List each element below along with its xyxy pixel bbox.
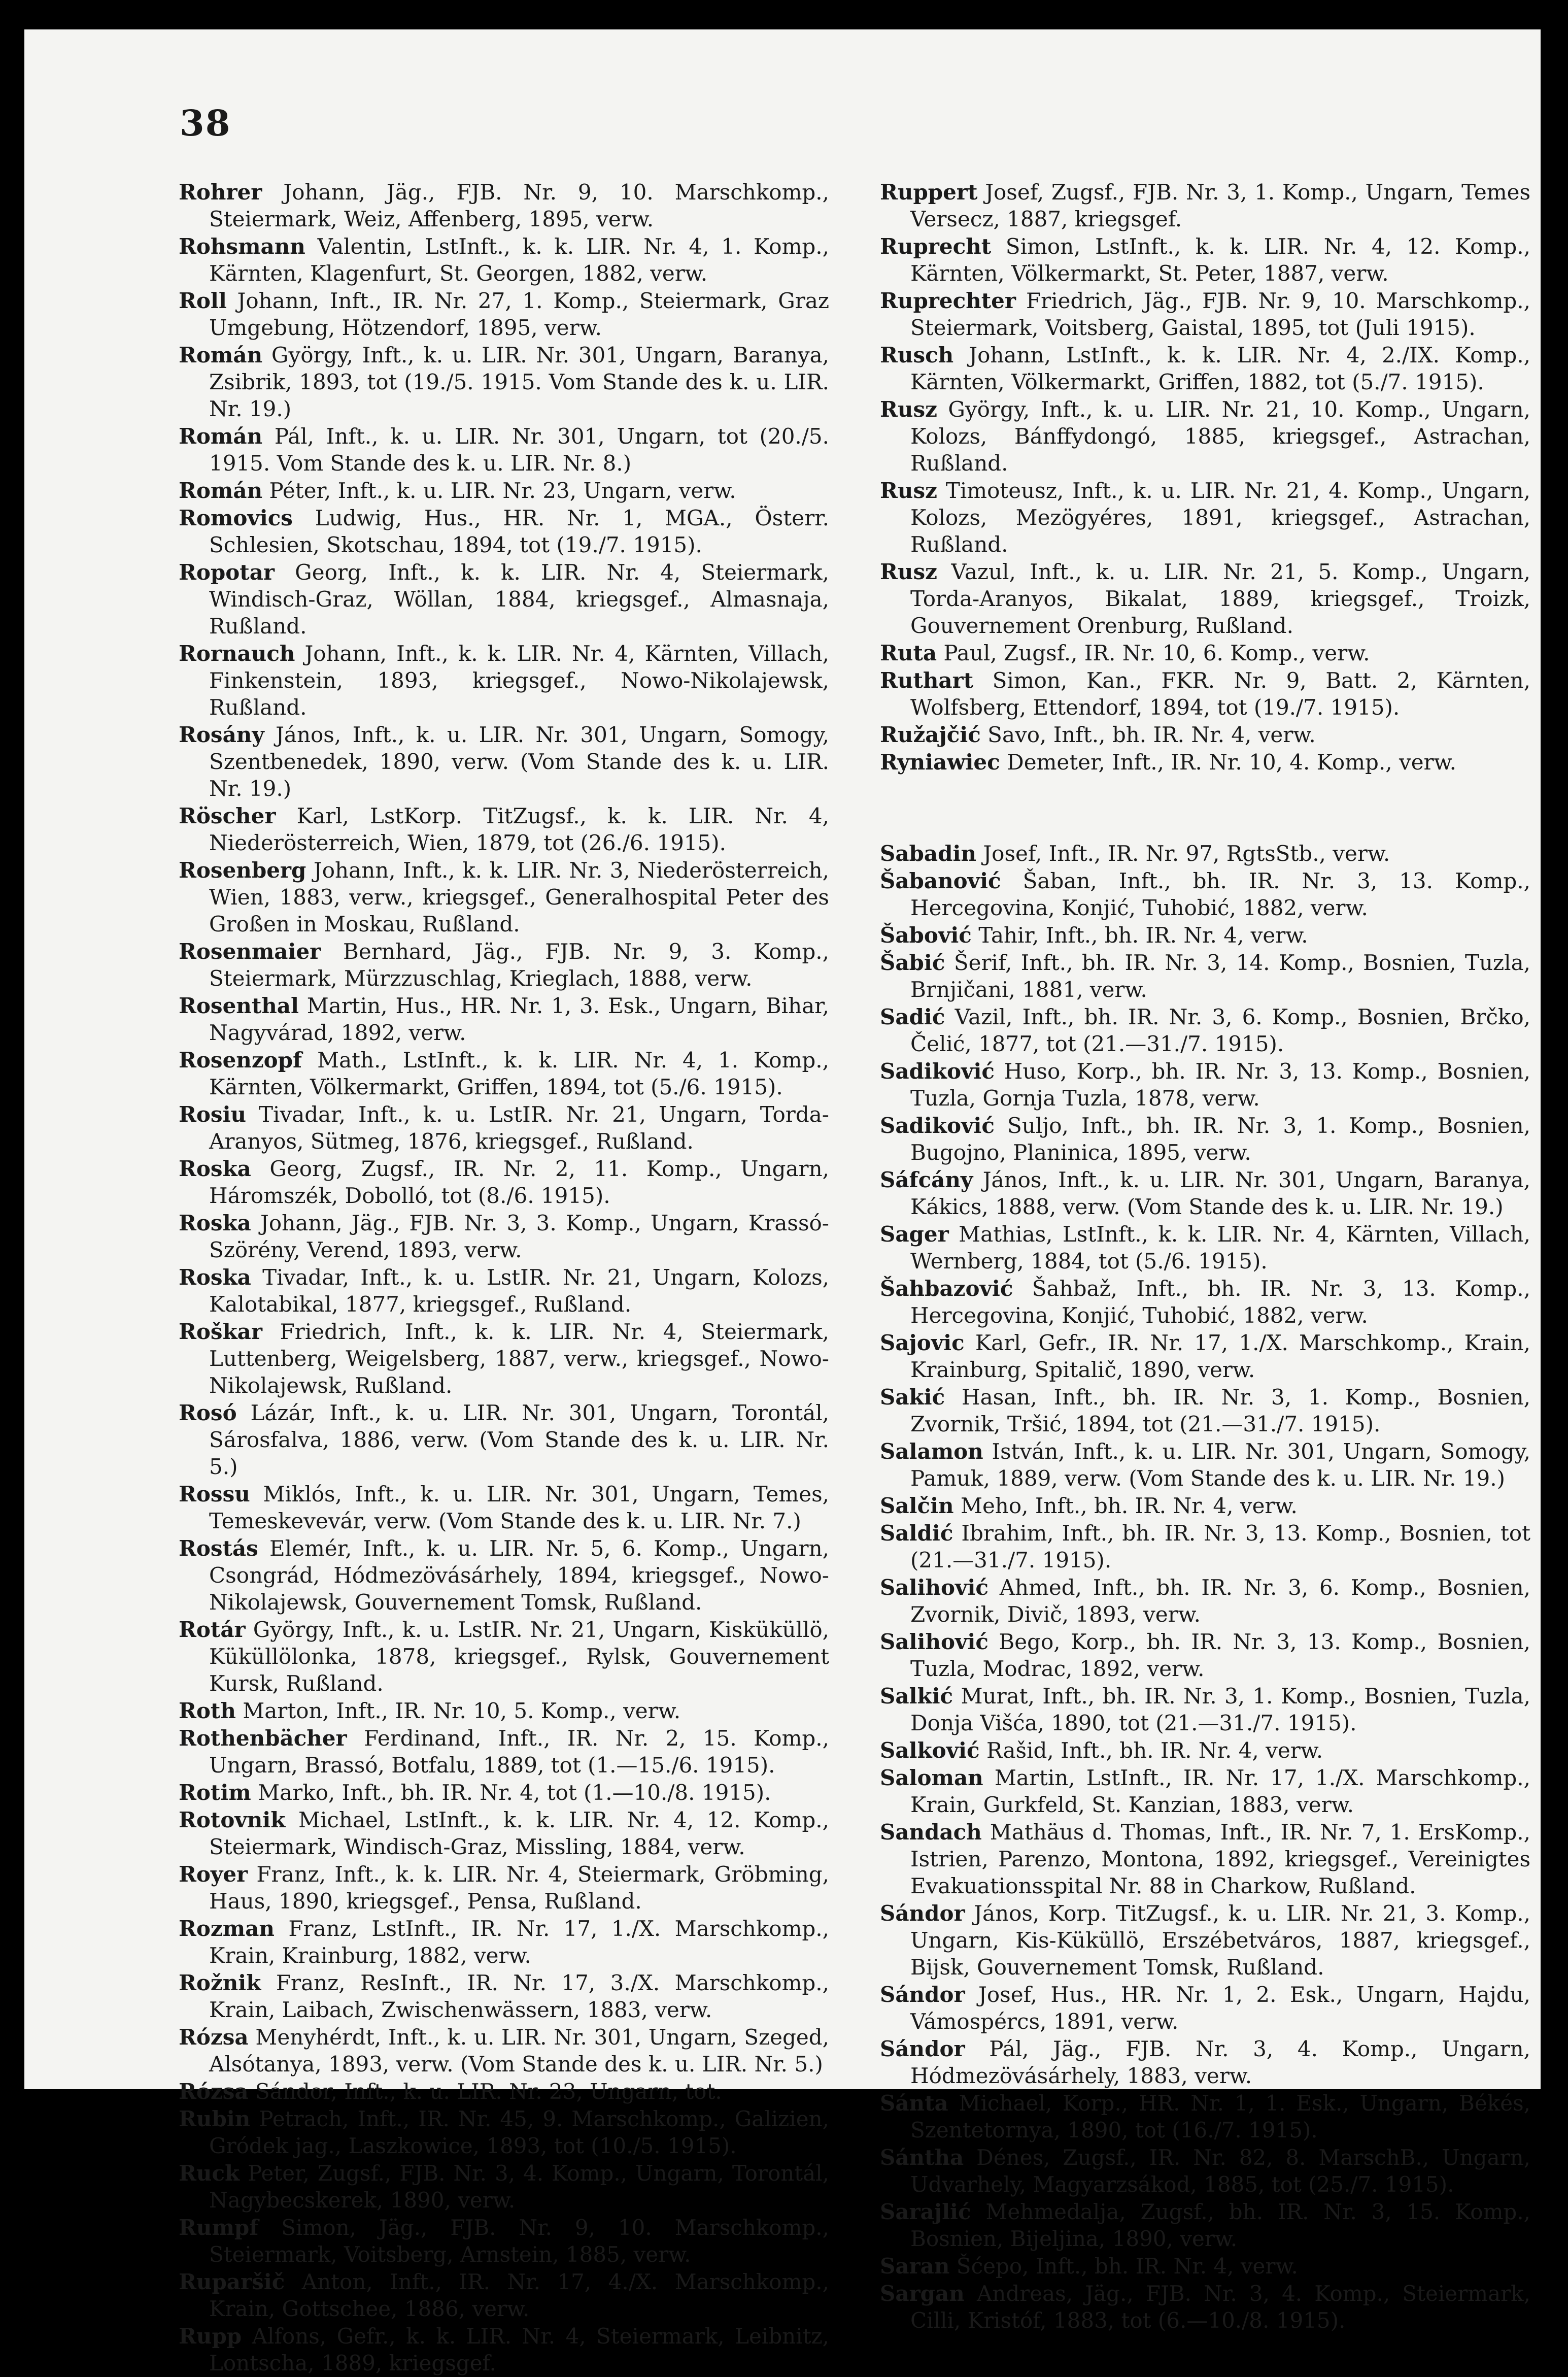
entry-details: Alfons, Gefr., k. k. LIR. Nr. 4, Steiermark, Leibnitz, Lontscha, 1889, kriegsgef. xyxy=(209,2324,829,2375)
entry-surname: Saloman xyxy=(880,1765,983,1790)
entry-details: Huso, Korp., bh. IR. Nr. 3, 13. Komp., Bosnien, Tuzla, Gornja Tuzla, 1878, verw. xyxy=(910,1059,1531,1111)
entry-details: Josef, Hus., HR. Nr. 1, 2. Esk., Ungarn, Hajdu, Vámospércs, 1891, verw. xyxy=(910,1982,1530,2034)
entry-surname: Sándor xyxy=(880,2036,965,2061)
entry-surname: Salković xyxy=(880,1738,980,1763)
entry-surname: Roll xyxy=(179,288,227,313)
entry-surname: Sakić xyxy=(880,1385,945,1410)
entry-details: Šerif, Inft., bh. IR. Nr. 3, 14. Komp., Bosnien, Tuzla, Brnjičani, 1881, verw. xyxy=(910,950,1530,1002)
entry-details: Lázár, Inft., k. u. LIR. Nr. 301, Ungarn, Torontál, Sárosfalva, 1886, verw. (Vom Stande des k. u. LIR. Nr. 5.) xyxy=(209,1400,829,1479)
entry-surname: Šabanović xyxy=(880,868,1001,893)
entry xyxy=(179,1318,829,1399)
entry-details: Bernhard, Jäg., FJB. Nr. 9, 3. Komp., Steiermark, Mürzzuschlag, Krieglach, 1888, verw. xyxy=(209,939,830,991)
entry-details: Johann, Inft., k. k. LIR. Nr. 3, Niederösterreich, Wien, 1883, verw., kriegsgef., Generalhospital Peter des Großen in Moskau, Rußland. xyxy=(209,858,829,936)
entry-surname: Rosenmaier xyxy=(179,939,321,964)
entry-surname: Sabadin xyxy=(880,841,976,866)
entry-details: Martin, Hus., HR. Nr. 1, 3. Esk., Ungarn, Bihar, Nagyvárad, 1892, verw. xyxy=(209,993,829,1045)
entry-details: Timoteusz, Inft., k. u. LIR. Nr. 21, 4. Komp., Ungarn, Kolozs, Mezögyéres, 1891, kriegsgef., Astrachan, Rußland. xyxy=(910,478,1530,557)
entry-surname: Rosenthal xyxy=(179,993,299,1018)
entry-surname: Rotovnik xyxy=(179,1807,286,1832)
entry-surname: Rusz xyxy=(880,478,937,503)
left-column xyxy=(179,179,829,2377)
entry-details: Šćepo, Inft., bh. IR. Nr. 4, verw. xyxy=(956,2254,1298,2279)
entry-surname: Roth xyxy=(179,1698,236,1723)
entry-details: Karl, Gefr., IR. Nr. 17, 1./X. Marschkomp., Krain, Krainburg, Spitalič, 1890, verw. xyxy=(910,1330,1530,1382)
entry-details: Demeter, Inft., IR. Nr. 10, 4. Komp., verw. xyxy=(1007,750,1456,775)
entry-surname: Ruck xyxy=(179,2161,240,2186)
entry-surname: Rotár xyxy=(179,1617,246,1642)
entry-surname: Rosenberg xyxy=(179,858,306,883)
entry xyxy=(179,721,829,802)
entry-details: Franz, Inft., k. k. LIR. Nr. 4, Steiermark, Gröbming, Haus, 1890, kriegsgef., Pensa, Rußland. xyxy=(209,1862,829,1914)
entry-surname: Rózsa xyxy=(179,2079,249,2104)
entry xyxy=(179,342,829,422)
entry-details: Petrach, Inft., IR. Nr. 45, 9. Marschkomp., Galizien, Gródek jag., Laszkowice, 1893, tot (10./5. 1915). xyxy=(209,2106,829,2158)
entry-details: Ibrahim, Inft., bh. IR. Nr. 3, 13. Komp., Bosnien, tot (21.—31./7. 1915). xyxy=(910,1521,1531,1572)
entry xyxy=(880,667,1530,721)
entry-details: Tivadar, Inft., k. u. LstIR. Nr. 21, Ungarn, Torda-Aranyos, Sütmeg, 1876, kriegsgef., Rußland. xyxy=(209,1102,829,1154)
entry xyxy=(179,1697,829,1724)
entry-details: Anton, Inft., IR. Nr. 17, 4./X. Marschkomp., Krain, Gottschee, 1886, verw. xyxy=(209,2269,829,2321)
entry-surname: Sadić xyxy=(880,1005,945,1029)
entry xyxy=(880,2253,1530,2280)
entry xyxy=(179,1861,829,1915)
entry-details: Friedrich, Inft., k. k. LIR. Nr. 4, Steiermark, Luttenberg, Weigelsberg, 1887, verw., kriegsgef., Nowo-Nikolajewsk, Rußland. xyxy=(209,1319,829,1398)
entry xyxy=(179,287,829,341)
entry xyxy=(880,558,1530,639)
entry-surname: Rothenbächer xyxy=(179,1726,347,1751)
entry-surname: Roškar xyxy=(179,1319,263,1344)
entry-details: Mehmedalja, Zugsf., bh. IR. Nr. 3, 15. Komp., Bosnien, Bijeljina, 1890, verw. xyxy=(910,2199,1531,2251)
entry-details: Johann, Jäg., FJB. Nr. 3, 3. Komp., Ungarn, Krassó-Szörény, Verend, 1893, verw. xyxy=(209,1211,829,1262)
entry-surname: Rumpf xyxy=(179,2215,259,2240)
entry-details: Vazul, Inft., k. u. LIR. Nr. 21, 5. Komp., Ungarn, Torda-Aranyos, Bikalat, 1889, kriegsgef., Troizk, Gouvernement Orenburg, Rußland. xyxy=(910,559,1531,638)
entry-details: Bego, Korp., bh. IR. Nr. 3, 13. Komp., Bosnien, Tuzla, Modrac, 1892, verw. xyxy=(910,1629,1530,1681)
entry-details: Friedrich, Jäg., FJB. Nr. 9, 10. Marschkomp., Steiermark, Voitsberg, Gaistal, 1895, tot (Juli 1915). xyxy=(910,288,1530,340)
entry xyxy=(880,1112,1530,1166)
entry-details: Michael, Korp., HR. Nr. 1, 1. Esk., Ungarn, Békés, Szentetornya, 1890, tot (16./7. 1915). xyxy=(910,2091,1530,2142)
entry xyxy=(880,867,1530,921)
entry xyxy=(880,1438,1530,1492)
entry xyxy=(880,1384,1530,1437)
entry-surname: Salkić xyxy=(880,1684,953,1709)
entry-details: Simon, Jäg., FJB. Nr. 9, 10. Marschkomp., Steiermark, Voitsberg, Arnstein, 1885, verw. xyxy=(209,2215,829,2267)
entry-surname: Rusch xyxy=(880,343,954,367)
entry-surname: Ruprechter xyxy=(880,288,1016,313)
entry-surname: Román xyxy=(179,478,263,503)
entry xyxy=(880,2090,1530,2144)
entry xyxy=(179,1481,829,1534)
entry-surname: Salihović xyxy=(880,1575,988,1600)
entry xyxy=(179,1047,829,1100)
entry-surname: Rosány xyxy=(179,722,264,747)
entry xyxy=(880,396,1530,477)
entry-surname: Román xyxy=(179,343,263,367)
entry-details: János, Korp. TitZugsf., k. u. LIR. Nr. 21, 3. Komp., Ungarn, Kis-Küküllö, Erszébetváros, 1887, kriegsgef., Bijsk, Gouvernement Tomsk, Rußland. xyxy=(910,1901,1530,1980)
entry-details: Johann, Inft., IR. Nr. 27, 1. Komp., Steiermark, Graz Umgebung, Hötzendorf, 1895, verw. xyxy=(209,288,829,340)
entry-details: Marton, Inft., IR. Nr. 10, 5. Komp., verw. xyxy=(243,1698,681,1723)
entry xyxy=(880,1492,1530,1519)
entry xyxy=(179,640,829,721)
page-number: 38 xyxy=(180,102,231,144)
entry-details: János, Inft., k. u. LIR. Nr. 301, Ungarn, Baranya, Kákics, 1888, verw. (Vom Stande des k. u. LIR. Nr. 19.) xyxy=(910,1167,1530,1219)
entry-surname: Sandach xyxy=(880,1820,982,1845)
entry-details: Michael, LstInft., k. k. LIR. Nr. 4, 12. Komp., Steiermark, Windisch-Graz, Missling, 1884, verw. xyxy=(209,1807,829,1859)
entry xyxy=(179,2323,829,2376)
entry-surname: Rohsmann xyxy=(179,234,305,259)
entry-details: Georg, Zugsf., IR. Nr. 2, 11. Komp., Ungarn, Háromszék, Dobolló, tot (8./6. 1915). xyxy=(209,1156,829,1208)
entry xyxy=(880,1819,1530,1899)
entry xyxy=(179,802,829,856)
entry-surname: Rossu xyxy=(179,1482,250,1506)
entry-surname: Sáfcány xyxy=(880,1167,973,1192)
entry xyxy=(880,922,1530,949)
entry-surname: Salčin xyxy=(880,1493,954,1518)
entry-surname: Sager xyxy=(880,1222,949,1247)
entry xyxy=(880,1520,1530,1573)
entry-surname: Salihović xyxy=(880,1629,988,1654)
entry xyxy=(179,423,829,477)
entry-surname: Röscher xyxy=(179,804,276,828)
entry-details: Franz, ResInft., IR. Nr. 17, 3./X. Marschkomp., Krain, Laibach, Zwischenwässern, 1883, verw. xyxy=(209,1970,829,2022)
entry xyxy=(179,505,829,558)
entry-details: Josef, Zugsf., FJB. Nr. 3, 1. Komp., Ungarn, Temes Versecz, 1887, kriegsgef. xyxy=(910,180,1530,231)
entry xyxy=(880,1003,1530,1057)
entry xyxy=(880,749,1530,776)
entry-details: Suljo, Inft., bh. IR. Nr. 3, 1. Komp., Bosnien, Bugojno, Planinica, 1895, verw. xyxy=(910,1113,1531,1165)
entry-details: Menyhérdt, Inft., k. u. LIR. Nr. 301, Ungarn, Szeged, Alsótanya, 1893, verw. (Vom Stande des k. u. LIR. Nr. 5.) xyxy=(209,2025,829,2077)
entry-surname: Ropotar xyxy=(179,560,275,585)
entry-surname: Ruprecht xyxy=(880,234,992,259)
entry-details: Math., LstInft., k. k. LIR. Nr. 4, 1. Komp., Kärnten, Völkermarkt, Griffen, 1894, tot (5./6. 1915). xyxy=(209,1048,829,1099)
section-gap xyxy=(880,776,1530,840)
entry-details: Simon, LstInft., k. k. LIR. Nr. 4, 12. Komp., Kärnten, Völkermarkt, St. Peter, 1887, verw. xyxy=(910,234,1530,286)
entry xyxy=(179,2024,829,2078)
entry xyxy=(179,477,829,504)
entry xyxy=(179,559,829,640)
entry-surname: Šabić xyxy=(880,950,945,975)
entry-surname: Sadiković xyxy=(880,1113,995,1138)
entry-details: Simon, Kan., FKR. Nr. 9, Batt. 2, Kärnten, Wolfsberg, Ettendorf, 1894, tot (19./7. 1915). xyxy=(910,668,1530,720)
entry-details: Vazil, Inft., bh. IR. Nr. 3, 6. Komp., Bosnien, Brčko, Čelić, 1877, tot (21.—31./7. 1915). xyxy=(910,1005,1531,1056)
entry-details: Sándor, Inft., k. u. LIR. Nr. 23, Ungarn, tot. xyxy=(255,2079,722,2104)
entry xyxy=(179,1806,829,1860)
entry xyxy=(880,2198,1530,2252)
entry xyxy=(179,1969,829,2023)
entry-details: György, Inft., k. u. LIR. Nr. 301, Ungarn, Baranya, Zsibrik, 1893, tot (19./5. 1915. Vom Stande des k. u. LIR. Nr. 19.) xyxy=(209,343,829,421)
entry-details: Andreas, Jäg., FJB. Nr. 3, 4. Komp., Steiermark, Cilli, Kristóf, 1883, tot (6.—10./8. 1915). xyxy=(910,2281,1530,2333)
entry-details: Paul, Zugsf., IR. Nr. 10, 6. Komp., verw. xyxy=(943,641,1370,665)
entry-surname: Sadiković xyxy=(880,1059,995,1084)
entry xyxy=(880,840,1530,867)
entry-surname: Ruthart xyxy=(880,668,974,693)
entry xyxy=(179,1155,829,1209)
entry-surname: Roska xyxy=(179,1156,251,1181)
entry xyxy=(179,1101,829,1155)
entry-details: Georg, Inft., k. k. LIR. Nr. 4, Steiermark, Windisch-Graz, Wöllan, 1884, kriegsgef., Almasnaja, Rußland. xyxy=(209,560,829,639)
entry xyxy=(880,342,1530,395)
entry xyxy=(179,2105,829,2159)
entry-surname: Rusz xyxy=(880,559,937,584)
entry-surname: Rozman xyxy=(179,1916,275,1941)
entry-details: Ahmed, Inft., bh. IR. Nr. 3, 6. Komp., Bosnien, Zvornik, Divič, 1893, verw. xyxy=(910,1575,1530,1627)
entry xyxy=(880,1221,1530,1275)
entry xyxy=(179,992,829,1046)
entry xyxy=(880,1737,1530,1764)
entry-surname: Royer xyxy=(179,1862,248,1887)
entry xyxy=(179,2214,829,2268)
entry xyxy=(179,1779,829,1806)
entry-surname: Ružajčić xyxy=(880,722,981,747)
entry-details: Franz, LstInft., IR. Nr. 17, 1./X. Marschkomp., Krain, Krainburg, 1882, verw. xyxy=(209,1916,829,1968)
entry-surname: Ruta xyxy=(880,641,937,665)
entry-details: Mathäus d. Thomas, Inft., IR. Nr. 7, 1. ErsKomp., Istrien, Parenzo, Montona, 1892, kriegsgef., Vereinigtes Evakuationsspital Nr. 88 in Charkow, Rußland. xyxy=(910,1820,1530,1898)
entry-details: Ludwig, Hus., HR. Nr. 1, MGA., Österr. Schlesien, Skotschau, 1894, tot (19./7. 1915). xyxy=(209,506,829,557)
entry xyxy=(179,1725,829,1779)
entry xyxy=(880,949,1530,1003)
entry-details: Valentin, LstInft., k. k. LIR. Nr. 4, 1. Komp., Kärnten, Klagenfurt, St. Georgen, 1882, verw. xyxy=(209,234,829,286)
entry-surname: Šahbazović xyxy=(880,1276,1013,1301)
entry-details: Josef, Inft., IR. Nr. 97, RgtsStb., verw. xyxy=(983,841,1390,866)
entry-surname: Rózsa xyxy=(179,2025,249,2050)
entry-surname: Salamon xyxy=(880,1439,983,1464)
entry-details: Ferdinand, Inft., IR. Nr. 2, 15. Komp., Ungarn, Brassó, Botfalu, 1889, tot (1.—15./6. 1915). xyxy=(209,1726,829,1778)
entry xyxy=(179,1264,829,1318)
entry xyxy=(179,1915,829,1969)
left-entries xyxy=(179,179,829,2376)
entry xyxy=(880,640,1530,666)
entry xyxy=(880,2144,1530,2198)
entry xyxy=(880,179,1530,232)
entry-surname: Šabović xyxy=(880,923,972,948)
entry xyxy=(179,1399,829,1480)
entry xyxy=(179,857,829,938)
entry-surname: Sándor xyxy=(880,1982,965,2007)
entry-details: Dénes, Zugsf., IR. Nr. 82, 8. MarschB., Ungarn, Udvarhely, Magyarzsákod, 1885, tot (25./7. 1915). xyxy=(910,2145,1530,2197)
entry xyxy=(880,477,1530,558)
entry-surname: Saran xyxy=(880,2254,950,2279)
entry xyxy=(880,1981,1530,2035)
entry-details: György, Inft., k. u. LstIR. Nr. 21, Ungarn, Kisküküllö, Küküllölonka, 1878, kriegsgef., Rylsk, Gouvernement Kursk, Rußland. xyxy=(209,1617,829,1696)
entry-surname: Sarajlić xyxy=(880,2199,971,2224)
entry-details: Johann, LstInft., k. k. LIR. Nr. 4, 2./IX. Komp., Kärnten, Völkermarkt, Griffen, 1882, tot (5./7. 1915). xyxy=(910,343,1530,394)
entry-details: Karl, LstKorp. TitZugsf., k. k. LIR. Nr. 4, Niederösterreich, Wien, 1879, tot (26./6. 1915). xyxy=(209,804,829,855)
entry-surname: Ruparšič xyxy=(179,2269,285,2294)
entry xyxy=(880,287,1530,341)
entry xyxy=(880,2035,1530,2089)
entry xyxy=(179,1535,829,1616)
entry-surname: Sargan xyxy=(880,2281,965,2306)
entry-surname: Rubin xyxy=(179,2106,251,2131)
entry-surname: Rohrer xyxy=(179,180,262,205)
entry-details: György, Inft., k. u. LIR. Nr. 21, 10. Komp., Ungarn, Kolozs, Bánffydongó, 1885, kriegsgef., Astrachan, Rußland. xyxy=(910,397,1530,476)
entry xyxy=(880,1628,1530,1682)
entry-details: Šaban, Inft., bh. IR. Nr. 3, 13. Komp., Hercegovina, Konjić, Tuhobić, 1882, verw. xyxy=(910,868,1530,920)
entry-details: Johann, Jäg., FJB. Nr. 9, 10. Marschkomp., Steiermark, Weiz, Affenberg, 1895, verw. xyxy=(209,180,829,231)
entry-details: Pál, Jäg., FJB. Nr. 3, 4. Komp., Ungarn, Hódmezövásárhely, 1883, verw. xyxy=(910,2036,1530,2088)
entry-surname: Rostás xyxy=(179,1536,258,1561)
entry-details: Pál, Inft., k. u. LIR. Nr. 301, Ungarn, tot (20./5. 1915. Vom Stande des k. u. LIR. Nr. 8.) xyxy=(209,424,829,476)
entry-details: Martin, LstInft., IR. Nr. 17, 1./X. Marschkomp., Krain, Gurkfeld, St. Kanzian, 1883, verw. xyxy=(910,1765,1530,1817)
entry xyxy=(179,233,829,287)
entry xyxy=(880,1329,1530,1383)
entry-surname: Romovics xyxy=(179,506,293,530)
entry-surname: Roska xyxy=(179,1211,251,1235)
entry xyxy=(179,2160,829,2214)
entry-details: Johann, Inft., k. k. LIR. Nr. 4, Kärnten, Villach, Finkenstein, 1893, kriegsgef., Nowo-Nikolajewsk, Rußland. xyxy=(209,641,829,720)
entry-details: Murat, Inft., bh. IR. Nr. 3, 1. Komp., Bosnien, Tuzla, Donja Višća, 1890, tot (21.—31./7. 1915). xyxy=(910,1684,1530,1735)
entry-surname: Ryniawiec xyxy=(880,750,1000,775)
entry xyxy=(880,1058,1530,1112)
entry-surname: Rosiu xyxy=(179,1102,247,1127)
entry-details: János, Inft., k. u. LIR. Nr. 301, Ungarn, Somogy, Szentbenedek, 1890, verw. (Vom Stande des k. u. LIR. Nr. 19.) xyxy=(209,722,830,801)
entry xyxy=(179,1210,829,1263)
entry-surname: Sajovic xyxy=(880,1330,965,1355)
entry-details: Tivadar, Inft., k. u. LstIR. Nr. 21, Ungarn, Kolozs, Kalotabikal, 1877, kriegsgef., Rußland. xyxy=(209,1265,829,1317)
entry-details: Meho, Inft., bh. IR. Nr. 4, verw. xyxy=(960,1493,1298,1518)
entry-surname: Rupp xyxy=(179,2324,242,2349)
entry xyxy=(179,2268,829,2322)
entry-surname: Ruppert xyxy=(880,180,978,205)
entry xyxy=(179,2078,829,2105)
entry xyxy=(880,1683,1530,1736)
register-page xyxy=(24,29,1541,2375)
entry xyxy=(179,1616,829,1697)
entry-surname: Saldić xyxy=(880,1521,953,1546)
entry xyxy=(880,1166,1530,1220)
entry-details: Hasan, Inft., bh. IR. Nr. 3, 1. Komp., Bosnien, Zvornik, Tršić, 1894, tot (21.—31./7. 1915). xyxy=(910,1385,1530,1436)
entry-details: Elemér, Inft., k. u. LIR. Nr. 5, 6. Komp., Ungarn, Csongrád, Hódmezövásárhely, 1894, kriegsgef., Nowo-Nikolajewsk, Gouvernement Tomsk, Rußland. xyxy=(209,1536,829,1615)
entry xyxy=(179,179,829,232)
entry-details: Miklós, Inft., k. u. LIR. Nr. 301, Ungarn, Temes, Temeskevevár, verw. (Vom Stande des k. u. LIR. Nr. 7.) xyxy=(209,1482,829,1533)
entry-surname: Rusz xyxy=(880,397,937,422)
entry xyxy=(880,721,1530,748)
entry-surname: Román xyxy=(179,424,263,449)
entry-surname: Sánta xyxy=(880,2091,948,2116)
entry-details: Tahir, Inft., bh. IR. Nr. 4, verw. xyxy=(978,923,1308,948)
entry-details: Rašid, Inft., bh. IR. Nr. 4, verw. xyxy=(986,1738,1323,1763)
entry xyxy=(880,1574,1530,1628)
entry xyxy=(880,1275,1530,1329)
entry-surname: Rosó xyxy=(179,1400,237,1425)
entry-details: István, Inft., k. u. LIR. Nr. 301, Ungarn, Somogy, Pamuk, 1889, verw. (Vom Stande des k. u. LIR. Nr. 19.) xyxy=(910,1439,1530,1491)
entry xyxy=(179,938,829,992)
entry xyxy=(880,1900,1530,1981)
entry-details: Marko, Inft., bh. IR. Nr. 4, tot (1.—10./8. 1915). xyxy=(258,1780,771,1805)
entry-surname: Sántha xyxy=(880,2145,964,2170)
entry-surname: Rožnik xyxy=(179,1970,261,1995)
right-column xyxy=(880,179,1530,2334)
entry-surname: Rosenzopf xyxy=(179,1048,302,1073)
entry-details: Savo, Inft., bh. IR. Nr. 4, verw. xyxy=(987,722,1316,747)
entry xyxy=(880,2280,1530,2334)
entry-surname: Sándor xyxy=(880,1901,965,1926)
entry-details: Peter, Zugsf., FJB. Nr. 3, 4. Komp., Ungarn, Torontál, Nagybecskerek, 1890, verw. xyxy=(209,2161,829,2213)
entry-details: Mathias, LstInft., k. k. LIR. Nr. 4, Kärnten, Villach, Wernberg, 1884, tot (5./6. 1915). xyxy=(910,1222,1530,1274)
entry-details: Péter, Inft., k. u. LIR. Nr. 23, Ungarn, verw. xyxy=(269,478,736,503)
entry-surname: Rotim xyxy=(179,1780,251,1805)
entry-surname: Roska xyxy=(179,1265,251,1290)
entry-surname: Rornauch xyxy=(179,641,295,666)
right-entries-r xyxy=(880,179,1530,776)
entry xyxy=(880,233,1530,287)
entry-details: Šahbaž, Inft., bh. IR. Nr. 3, 13. Komp., Hercegovina, Konjić, Tuhobić, 1882, verw. xyxy=(910,1276,1531,1328)
right-entries-s xyxy=(880,840,1530,2334)
entry xyxy=(880,1764,1530,1818)
